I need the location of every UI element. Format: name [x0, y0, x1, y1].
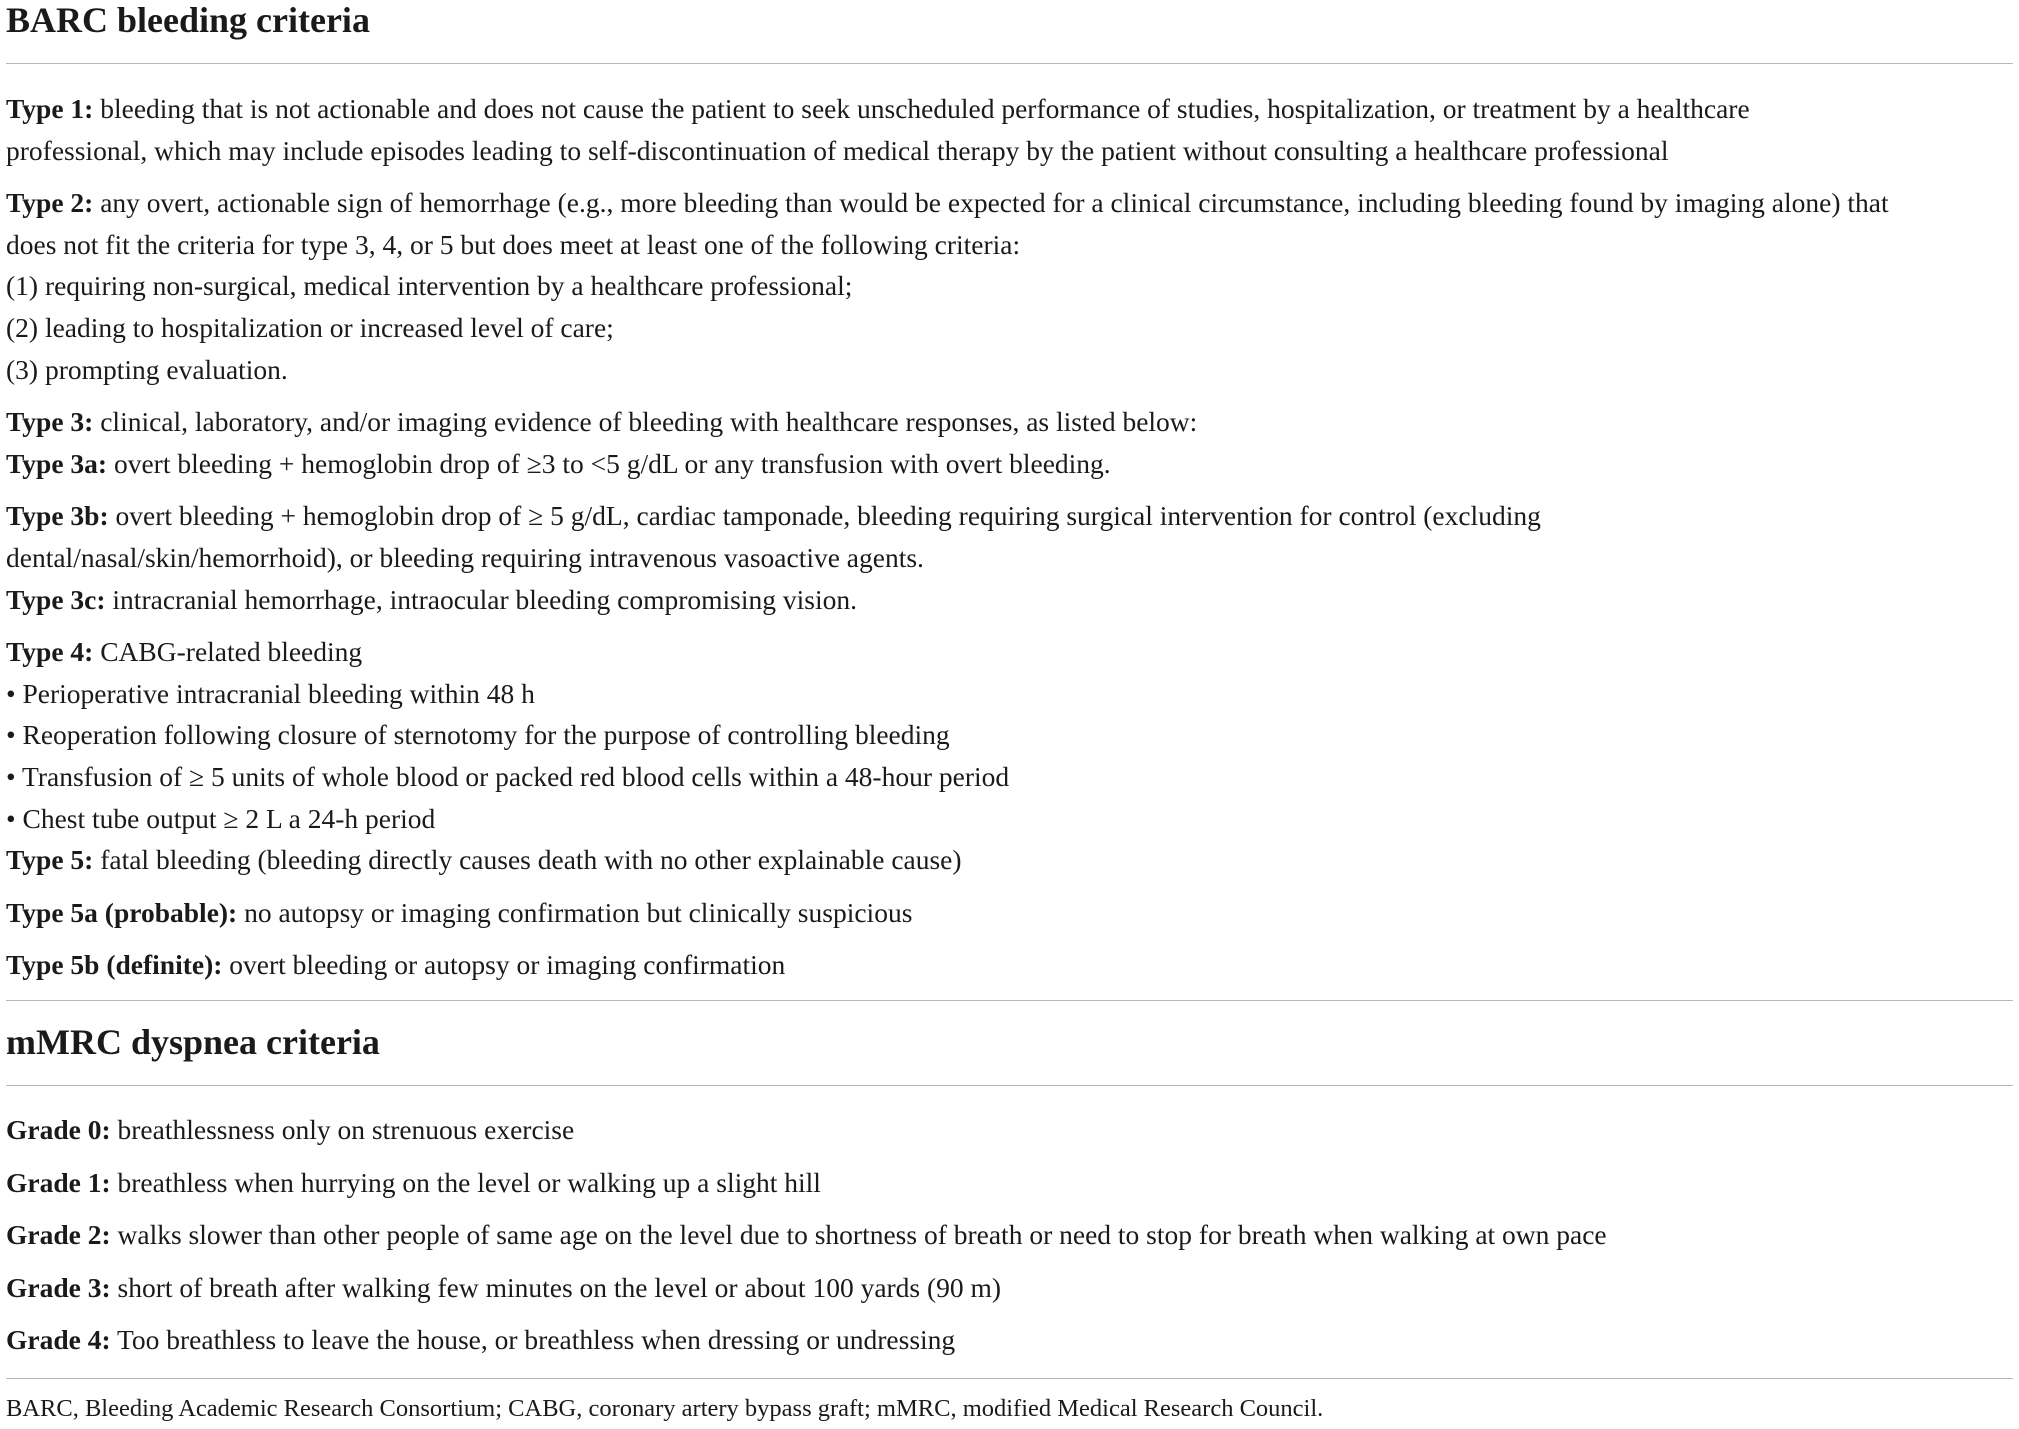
type3b-text-line1: overt bleeding + hemoglobin drop of ≥ 5 g/dL, cardiac tamponade, bleeding requiring surgical intervention for control (excluding	[108, 500, 1541, 532]
type5-text: fatal bleeding (bleeding directly causes death with no other explainable cause)	[93, 844, 962, 876]
grade0-text: breathlessness only on strenuous exercise	[110, 1114, 575, 1145]
type4-text: CABG-related bleeding	[93, 636, 363, 668]
type3a-text: overt bleeding + hemoglobin drop of ≥3 to <5 g/dL or any transfusion with overt bleeding.	[107, 447, 1111, 479]
barc-type3b	[6, 495, 2013, 620]
footnote-divider	[6, 1378, 2013, 1379]
type3-text: clinical, laboratory, and/or imaging evidence of bleeding with healthcare responses, as listed below:	[93, 406, 1198, 438]
mmrc-grade-4	[6, 1319, 2013, 1361]
grade0-label: Grade 0:	[6, 1114, 111, 1145]
type5a-label: Type 5a (probable):	[6, 896, 238, 928]
mmrc-grade-2	[6, 1214, 2013, 1256]
table-footnote: BARC, Bleeding Academic Research Consortium; CABG, coronary artery bypass graft; mMRC, modified Medical Research Council.	[6, 1395, 1324, 1422]
type3b-label: Type 3b:	[6, 500, 109, 532]
grade3-text: short of breath after walking few minutes on the level or about 100 yards (90 m)	[110, 1271, 1002, 1303]
type3c-text: intracranial hemorrhage, intraocular bleeding compromising vision.	[105, 583, 857, 615]
type4-bullet-item: • Reoperation following closure of sternotomy for the purpose of controlling bleeding	[6, 719, 950, 751]
section-divider	[6, 1000, 2013, 1001]
grade1-label: Grade 1:	[6, 1166, 111, 1198]
barc-type1	[6, 88, 2013, 171]
barc-type5b	[6, 944, 2013, 986]
type1-text-line1: bleeding that is not actionable and does not cause the patient to seek unscheduled performance of studies, hospitalization, or treatment by a healthcare	[93, 93, 1750, 124]
type2-criterion-2: (2) leading to hospitalization or increased level of care;	[6, 311, 614, 343]
type4-label: Type 4:	[6, 636, 94, 668]
barc-type3	[6, 401, 2013, 484]
type3c-label: Type 3c:	[6, 583, 106, 615]
type2-text-line1: any overt, actionable sign of hemorrhage (e.g., more bleeding than would be expected for a clinical circumstance, including bleeding found by imaging alone) that	[93, 187, 1889, 219]
type5b-label: Type 5b (definite):	[6, 949, 223, 981]
barc-type2	[6, 182, 2013, 390]
mmrc-grade-0	[6, 1109, 2013, 1151]
grade4-text: Too breathless to leave the house, or breathless when dressing or undressing	[110, 1324, 956, 1356]
grade2-label: Grade 2:	[6, 1219, 111, 1251]
barc-criteria-list	[6, 88, 2013, 986]
type3-label: Type 3:	[6, 406, 94, 438]
mmrc-grade-3	[6, 1267, 2013, 1309]
type2-criterion-1: (1) requiring non-surgical, medical intervention by a healthcare professional;	[6, 270, 853, 302]
type5a-text: no autopsy or imaging confirmation but clinically suspicious	[237, 896, 913, 928]
type2-label: Type 2:	[6, 187, 94, 219]
grade3-label: Grade 3:	[6, 1271, 111, 1303]
grade2-text: walks slower than other people of same age on the level due to shortness of breath or need to stop for breath when walking at own pace	[110, 1219, 1607, 1251]
type3a-label: Type 3a:	[6, 447, 108, 479]
type1-label: Type 1:	[6, 93, 94, 124]
type2-text-line2: does not fit the criteria for type 3, 4, or 5 but does meet at least one of the following criteria:	[6, 228, 1021, 260]
barc-type5a	[6, 892, 2013, 934]
mmrc-section-title: mMRC dyspnea criteria	[6, 1022, 380, 1062]
mmrc-criteria-list	[6, 1109, 2013, 1361]
type5-label: Type 5:	[6, 844, 94, 876]
type3b-text-line2: dental/nasal/skin/hemorrhoid), or bleeding requiring intravenous vasoactive agents.	[6, 541, 924, 573]
mmrc-grade-1	[6, 1162, 2013, 1204]
barc-title-divider	[6, 63, 2013, 64]
type2-criterion-3: (3) prompting evaluation.	[6, 353, 288, 385]
type1-text-line2: professional, which may include episodes leading to self-discontinuation of medical therapy by the patient without consulting a healthcare professional	[6, 134, 1669, 166]
barc-section-title: BARC bleeding criteria	[6, 0, 370, 40]
type5b-text: overt bleeding or autopsy or imaging confirmation	[222, 949, 786, 981]
type4-bullet-item: • Transfusion of ≥ 5 units of whole blood or packed red blood cells within a 48-hour period	[6, 760, 1010, 792]
grade1-text: breathless when hurrying on the level or walking up a slight hill	[110, 1166, 821, 1198]
type4-bullet-item: • Chest tube output ≥ 2 L a 24-h period	[6, 802, 436, 834]
barc-type4	[6, 631, 2013, 881]
grade4-label: Grade 4:	[6, 1324, 111, 1356]
type4-bullet-item: • Perioperative intracranial bleeding within 48 h	[6, 677, 535, 709]
mmrc-title-divider	[6, 1085, 2013, 1086]
